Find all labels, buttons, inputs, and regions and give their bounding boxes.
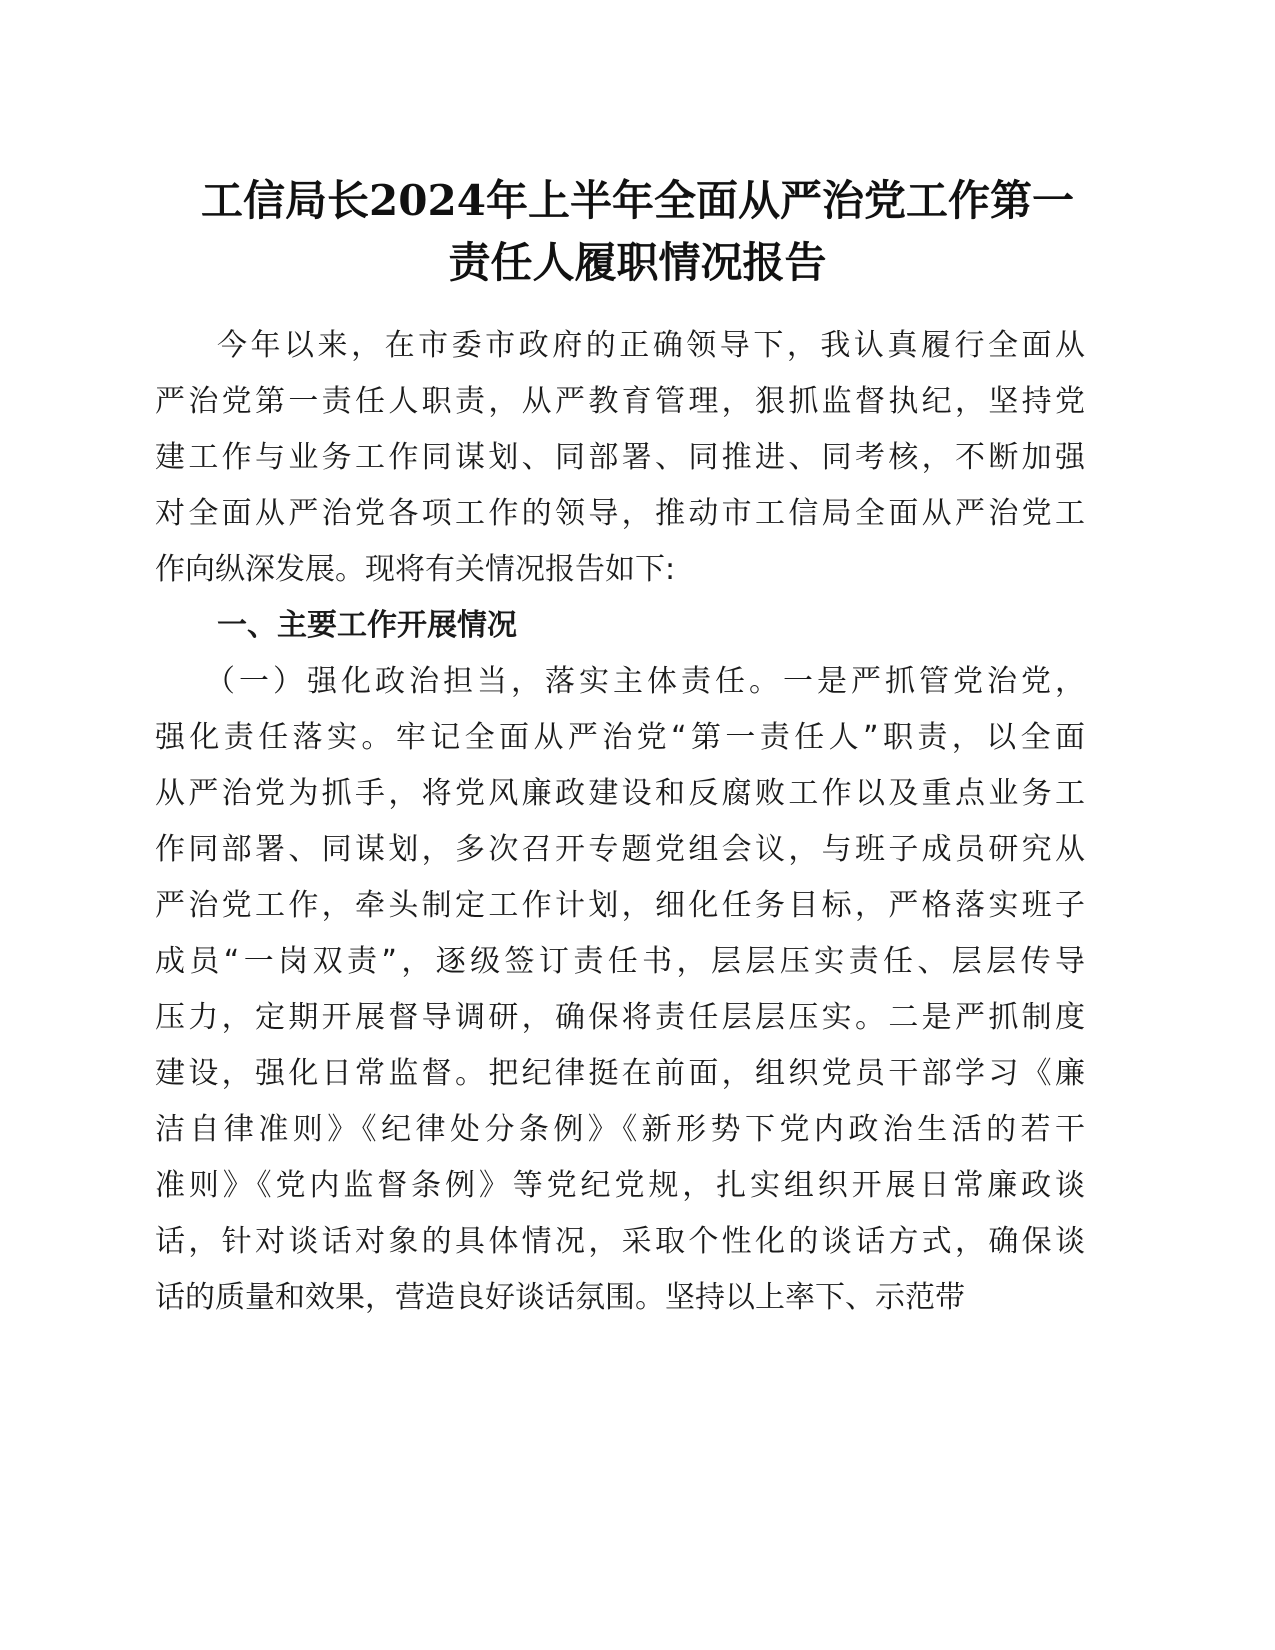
body-line: （一）强化政治担当，落实主体责任。一是严抓管党治党， xyxy=(205,664,1085,699)
body-line: 作向纵深发展。现将有关情况报告如下: xyxy=(155,552,676,587)
body-line: 严治党第一责任人职责，从严教育管理，狠抓监督执纪，坚持党 xyxy=(155,384,1085,419)
body-line: 话的质量和效果，营造良好谈话氛围。坚持以上率下、示范带 xyxy=(155,1280,965,1315)
body-line: 洁自律准则》《纪律处分条例》《新形势下党内政治生活的若干 xyxy=(155,1112,1085,1147)
document-title xyxy=(140,170,1135,294)
title-line-1: 工信局长2024年上半年全面从严治党工作第一 xyxy=(201,176,1074,225)
body-line: 作同部署、同谋划，多次召开专题党组会议，与班子成员研究从 xyxy=(155,832,1085,867)
body-line: 对全面从严治党各项工作的领导，推动市工信局全面从严治党工 xyxy=(155,496,1085,531)
body-line: 强化责任落实。牢记全面从严治党“第一责任人”职责，以全面 xyxy=(155,720,1085,755)
body-line: 建设，强化日常监督。把纪律挺在前面，组织党员干部学习《廉 xyxy=(155,1056,1085,1091)
body-line: 建工作与业务工作同谋划、同部署、同推进、同考核，不断加强 xyxy=(155,440,1085,475)
section-heading: 一、主要工作开展情况 xyxy=(217,608,517,643)
body-line: 准则》《党内监督条例》等党纪党规，扎实组织开展日常廉政谈 xyxy=(155,1168,1085,1203)
body-line: 今年以来，在市委市政府的正确领导下，我认真履行全面从 xyxy=(217,328,1085,363)
document-body xyxy=(155,318,1085,1326)
body-line: 成员“一岗双责”，逐级签订责任书，层层压实责任、层层传导 xyxy=(155,944,1085,979)
body-line: 压力，定期开展督导调研，确保将责任层层压实。二是严抓制度 xyxy=(155,1000,1085,1035)
body-line: 从严治党为抓手，将党风廉政建设和反腐败工作以及重点业务工 xyxy=(155,776,1085,811)
body-line: 话，针对谈话对象的具体情况，采取个性化的谈话方式，确保谈 xyxy=(155,1224,1085,1259)
title-line-2: 责任人履职情况报告 xyxy=(448,238,827,287)
body-line: 严治党工作，牵头制定工作计划，细化任务目标，严格落实班子 xyxy=(155,888,1085,923)
